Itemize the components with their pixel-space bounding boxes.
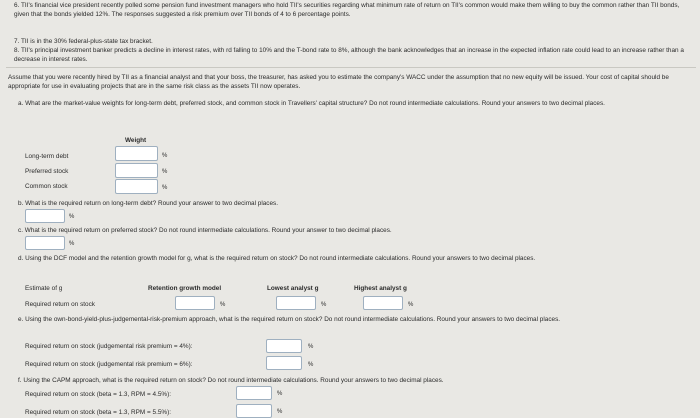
input-return-debt[interactable] bbox=[25, 209, 65, 223]
capm-45-label: Required return on stock (beta = 1.3, RPM = 4.5%): bbox=[25, 391, 171, 398]
input-return-capm-45[interactable] bbox=[236, 386, 272, 400]
divider bbox=[6, 67, 696, 68]
intro-item-7: 7. TII is in the 30% federal-plus-state tax bracket. bbox=[14, 38, 153, 45]
assignment-text: Assume that you were recently hired by TII as a financial analyst and that your boss, the treasurer, has asked you to estimate the company's WACC under the assumption that no new equity will be issued. Your cost of capital should be appropriate for use in evaluating projects that are in the same risk class as the assets TII now operates. bbox=[8, 74, 669, 90]
pct-sign: % bbox=[220, 302, 226, 308]
question-b: b. What is the required return on long-term debt? Round your answer to two decimal places. bbox=[18, 200, 279, 207]
judgemental-4-label: Required return on stock (judgemental risk premium = 4%): bbox=[25, 343, 193, 350]
input-return-highest[interactable] bbox=[363, 296, 403, 310]
label-long-term-debt: Long-term debt bbox=[25, 153, 69, 160]
input-return-capm-55[interactable] bbox=[236, 404, 272, 418]
pct-sign: % bbox=[308, 362, 314, 368]
col-lowest-analyst: Lowest analyst g bbox=[267, 285, 319, 292]
question-e: e. Using the own-bond-yield-plus-judgemental-risk-premium approach, what is the required return on stock? Do not round intermediate calculations. Round your answers to two decimal places. bbox=[18, 316, 561, 323]
col-retention-growth: Retention growth model bbox=[148, 285, 222, 292]
question-d: d. Using the DCF model and the retention growth model for g, what is the required return on stock? Do not round intermediate calculations. Round your answers to two decimal places. bbox=[18, 255, 536, 262]
question-a: a. What are the market-value weights for long-term debt, preferred stock, and common stock in Travellers' capital structure? Do not round intermediate calculations. Round your answers to two decimal places. bbox=[18, 100, 605, 107]
pct-sign: % bbox=[162, 153, 168, 159]
input-return-retention[interactable] bbox=[175, 296, 215, 310]
pct-sign: % bbox=[162, 169, 168, 175]
pct-sign: % bbox=[277, 409, 283, 415]
label-preferred-stock: Preferred stock bbox=[25, 168, 69, 175]
input-return-preferred[interactable] bbox=[25, 236, 65, 250]
intro-item-8: 8. TII's principal investment banker predicts a decline in interest rates, with rd falling to 10% and the T-bond rate to 8%, although the bank acknowledges that an increase in the expected inflation rate could lead to an increase rather than a decrease in interest rates. bbox=[14, 47, 684, 63]
pct-sign: % bbox=[69, 214, 75, 220]
pct-sign: % bbox=[162, 185, 168, 191]
question-c: c. What is the required return on preferred stock? Do not round intermediate calculations. Round your answer to two decimal places. bbox=[18, 227, 392, 234]
pct-sign: % bbox=[277, 391, 283, 397]
judgemental-6-label: Required return on stock (judgemental risk premium = 6%): bbox=[25, 361, 193, 368]
pct-sign: % bbox=[69, 241, 75, 247]
capm-55-label: Required return on stock (beta = 1.3, RPM = 5.5%): bbox=[25, 409, 171, 416]
weight-header: Weight bbox=[125, 137, 147, 144]
input-weight-preferred-stock[interactable] bbox=[115, 163, 158, 178]
question-f: f. Using the CAPM approach, what is the required return on stock? Do not round intermediate calculations. Round your answers to two decimal places. bbox=[18, 377, 444, 384]
pct-sign: % bbox=[308, 344, 314, 350]
input-weight-long-term-debt[interactable] bbox=[115, 146, 158, 161]
estimate-label: Estimate of g bbox=[25, 285, 63, 292]
input-return-judgemental-6[interactable] bbox=[266, 356, 302, 370]
input-return-judgemental-4[interactable] bbox=[266, 339, 302, 353]
label-common-stock: Common stock bbox=[25, 183, 68, 190]
intro-item-6: 6. TII's financial vice president recently polled some pension fund investment managers who hold TII's securities regarding what minimum rate of return on TII's common would make them willing to buy the common rather than TII bonds, given that the bonds yielded 12%. The responses suggested a risk premium over TII bonds of 4 to 6 percentage points. bbox=[14, 2, 680, 18]
col-highest-analyst: Highest analyst g bbox=[354, 285, 407, 292]
input-return-lowest[interactable] bbox=[276, 296, 316, 310]
pct-sign: % bbox=[408, 302, 414, 308]
input-weight-common-stock[interactable] bbox=[115, 179, 158, 194]
pct-sign: % bbox=[321, 302, 327, 308]
required-return-label: Required return on stock bbox=[25, 301, 95, 308]
